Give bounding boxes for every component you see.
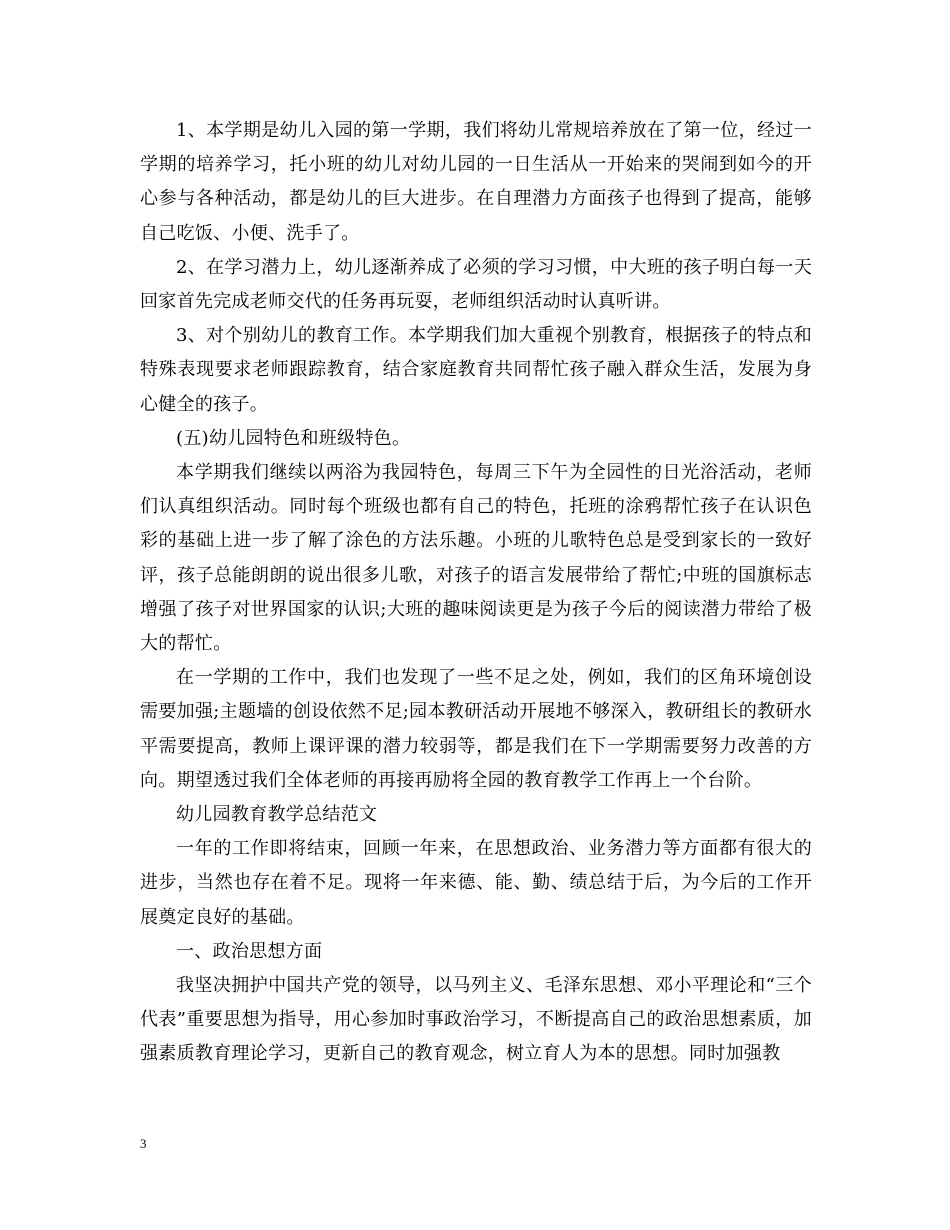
paragraph-features: 本学期我们继续以两浴为我园特色，每周三下午为全园性的日光浴活动，老师们认真组织活动。同时每个班级也都有自己的特色，托班的涂鸦帮忙孩子在认识色彩的基础上进一步了解了涂色的方法乐趣。小班的儿歌特色总是受到家长的一致好评，孩子总能朗朗的说出很多儿歌，对孩子的语言发展带给了帮忙;中班的国旗标志增强了孩子对世界国家的认识;大班的趣味阅读更是为孩子今后的阅读潜力带给了极大的帮忙。 [140, 462, 812, 655]
paragraph-1: 1、本学期是幼儿入园的第一学期，我们将幼儿常规培养放在了第一位，经过一学期的培养学习，托小班的幼儿对幼儿园的一日生活从一开始来的哭闹到如今的开心参与各种活动，都是幼儿的巨大进步。在自理潜力方面孩子也得到了提高，能够自己吃饭、小便、洗手了。 [140, 120, 812, 244]
paragraph-shortcomings: 在一学期的工作中，我们也发现了一些不足之处，例如，我们的区角环境创设需要加强;主题墙的创设依然不足;园本教研活动开展地不够深入，教研组长的教研水平需要提高，教师上课评课的潜力较弱等，都是我们在下一学期需要努力改善的方向。期望透过我们全体老师的再接再励将全园的教育教学工作再上一个台阶。 [140, 667, 812, 791]
paragraph-intro: 一年的工作即将结束，回顾一年来，在思想政治、业务潜力等方面都有很大的进步，当然也存在着不足。现将一年来德、能、勤、绩总结于后，为今后的工作开展奠定良好的基础。 [140, 838, 812, 928]
paragraph-politics: 我坚决拥护中国共产党的领导，以马列主义、毛泽东思想、邓小平理论和“三个代表”重要思想为指导，用心参加时事政治学习，不断提高自己的政治思想素质，加强素质教育理论学习，更新自己的教育观念，树立育人为本的思想。同时加强教 [140, 975, 812, 1065]
paragraph-2: 2、在学习潜力上，幼儿逐渐养成了必须的学习习惯，中大班的孩子明白每一天回家首先完成老师交代的任务再玩耍，老师组织活动时认真听讲。 [140, 256, 812, 313]
document-body [140, 114, 812, 1072]
paragraph-3: 3、对个别幼儿的教育工作。本学期我们加大重视个别教育，根据孩子的特点和特殊表现要求老师跟踪教育，结合家庭教育共同帮忙孩子融入群众生活，发展为身心健全的孩子。 [140, 325, 812, 415]
page-number: 3 [140, 1136, 147, 1151]
section-heading-politics: 一、政治思想方面 [176, 940, 323, 962]
section-heading-features: (五)幼儿园特色和班级特色。 [176, 427, 411, 449]
article-title: 幼儿园教育教学总结范文 [176, 804, 378, 826]
